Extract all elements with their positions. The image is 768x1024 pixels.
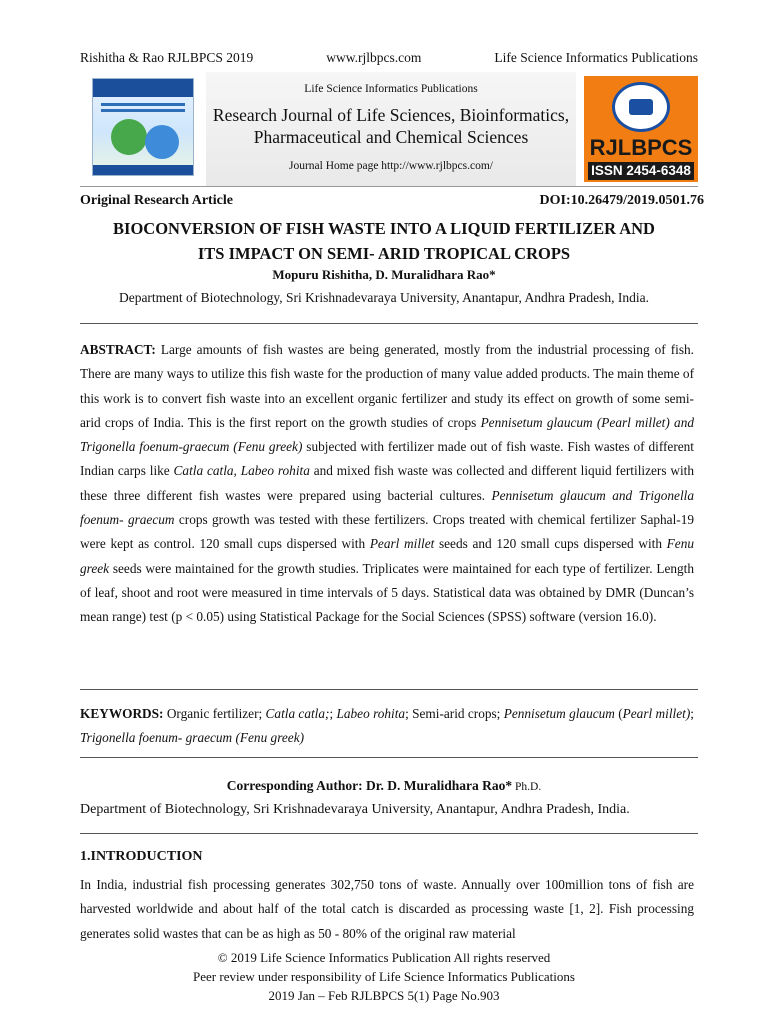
corresponding-author bbox=[0, 778, 768, 794]
abstract-species: Pennisetum glaucum and Trigonella foenum- graecum bbox=[80, 487, 694, 528]
issn-label: ISSN 2454-6348 bbox=[588, 162, 694, 180]
keyword-text: ; bbox=[690, 706, 694, 721]
article-meta bbox=[80, 193, 704, 209]
keyword-text: ( bbox=[614, 706, 623, 721]
journal-title-line2: Pharmaceutical and Chemical Sciences bbox=[253, 127, 529, 147]
journal-cover-image bbox=[92, 78, 194, 176]
title-line2: ITS IMPACT ON SEMI- ARID TROPICAL CROPS bbox=[197, 244, 571, 263]
flask-emblem-icon bbox=[612, 82, 670, 132]
title-line1: BIOCONVERSION OF FISH WASTE INTO A LIQUID FERTILIZER AND bbox=[113, 219, 655, 238]
abstract-text: seeds and 120 small cups dispersed with bbox=[434, 536, 667, 552]
footer-copyright: © 2019 Life Science Informatics Publication All rights reserved bbox=[217, 950, 551, 965]
keyword-species: Labeo rohita bbox=[336, 706, 406, 721]
journal-masthead bbox=[206, 72, 576, 186]
abstract-text: seeds were maintained for the growth studies. Triplicates were maintained for each type of fertilizer. Length of leaf, shoot and root were measured in time intervals of 5 days. Statistical data was obtained by DMR (Duncan’s mean range) test (p < 0.05) using Statistical Package for the Social Sciences (SPSS) software (version 16.0). bbox=[80, 560, 694, 625]
keyword-species: Pearl millet) bbox=[622, 706, 691, 721]
divider bbox=[80, 757, 698, 758]
abstract-text: subjected with fertilizer made out of fish waste. Fish wastes of different Indian carps like bbox=[80, 439, 695, 479]
article-doi[interactable]: DOI:10.26479/2019.0501.76 bbox=[539, 193, 704, 208]
abstract-text: Large amounts of fish wastes are being generated, mostly from the industrial processing of fish. There are many ways to utilize this fish waste for the production of many value added products. The main theme of this work is to convert fish waste into an excellent organic fertilizer and study its effect on growth of some semi-arid crops of India. This is the first report on the growth studies of crops bbox=[80, 342, 694, 430]
abstract-label: ABSTRACT: bbox=[80, 342, 156, 357]
divider bbox=[80, 833, 698, 834]
keyword-species: Catla catla; bbox=[265, 706, 330, 721]
corresponding-author-degree: Ph.D. bbox=[512, 781, 542, 793]
author-affiliation: Department of Biotechnology, Sri Krishnadevaraya University, Anantapur, Andhra Pradesh, India. bbox=[118, 290, 650, 305]
abstract-species: Catla catla, Labeo rohita bbox=[173, 463, 310, 479]
divider bbox=[80, 323, 698, 324]
keyword-text: Organic fertilizer; bbox=[163, 706, 266, 721]
journal-homepage[interactable]: Journal Home page http://www.rjlbpcs.com/ bbox=[289, 160, 493, 172]
abstract-text: and mixed fish waste was collected and different liquid fertilizers with these three different fish wastes were prepared using bacterial cultures. bbox=[80, 463, 694, 503]
footer-page-number: 2019 Jan – Feb RJLBPCS 5(1) Page No.903 bbox=[268, 988, 500, 1003]
footer-peer-review: Peer review under responsibility of Life Science Informatics Publications bbox=[193, 969, 575, 984]
section-heading-introduction: 1.INTRODUCTION bbox=[80, 849, 203, 864]
keyword-species: Pennisetum glaucum bbox=[503, 706, 615, 721]
keyword-text: ; Semi-arid crops; bbox=[405, 706, 504, 721]
abstract-species: Pearl millet bbox=[369, 536, 435, 552]
abstract-species: Pennisetum glaucum (Pearl millet) and Trigonella foenum-graecum (Fenu greek) bbox=[80, 414, 694, 455]
running-header-website[interactable]: www.rjlbpcs.com bbox=[326, 50, 422, 65]
logo-text: RJLBPCS bbox=[589, 135, 693, 160]
journal-logo bbox=[584, 76, 698, 182]
introduction-paragraph: In India, industrial fish processing generates 302,750 tons of waste. Annually over 100million tons of fish are harvested worldwide and about half of the total catch is discarded as processing waste [1, 2]. Fish processing generates solid wastes that can be as high as 50 - 80% of the original raw material bbox=[80, 877, 694, 941]
abstract-paragraph bbox=[80, 338, 694, 630]
masthead-publisher: Life Science Informatics Publications bbox=[304, 83, 478, 95]
abstract-text: crops growth was tested with these fertilizers. Crops treated with chemical fertilizer Saphal-19 were kept as control. 120 small cups dispersed with bbox=[80, 512, 694, 552]
keyword-text: ; bbox=[329, 706, 337, 721]
keywords-paragraph bbox=[80, 702, 694, 751]
abstract-species: Fenu greek bbox=[80, 536, 694, 576]
keyword-species: Trigonella foenum- graecum (Fenu greek) bbox=[80, 730, 305, 746]
running-header bbox=[80, 50, 698, 66]
corresponding-affiliation: Department of Biotechnology, Sri Krishnadevaraya University, Anantapur, Andhra Pradesh, India. bbox=[80, 802, 630, 817]
divider bbox=[80, 689, 698, 690]
running-header-publisher: Life Science Informatics Publications bbox=[494, 50, 698, 65]
running-header-authors: Rishitha & Rao RJLBPCS 2019 bbox=[80, 50, 254, 65]
corresponding-author-name: Corresponding Author: Dr. D. Muralidhara Rao* bbox=[226, 778, 513, 793]
journal-banner bbox=[80, 72, 698, 187]
keywords-label: KEYWORDS: bbox=[80, 706, 164, 721]
journal-title-line1: Research Journal of Life Sciences, Bioinformatics, bbox=[212, 105, 570, 125]
article-authors: Mopuru Rishitha, D. Muralidhara Rao* bbox=[272, 267, 496, 282]
article-type: Original Research Article bbox=[80, 193, 233, 208]
article-title bbox=[70, 216, 698, 266]
page-footer bbox=[0, 948, 768, 1005]
